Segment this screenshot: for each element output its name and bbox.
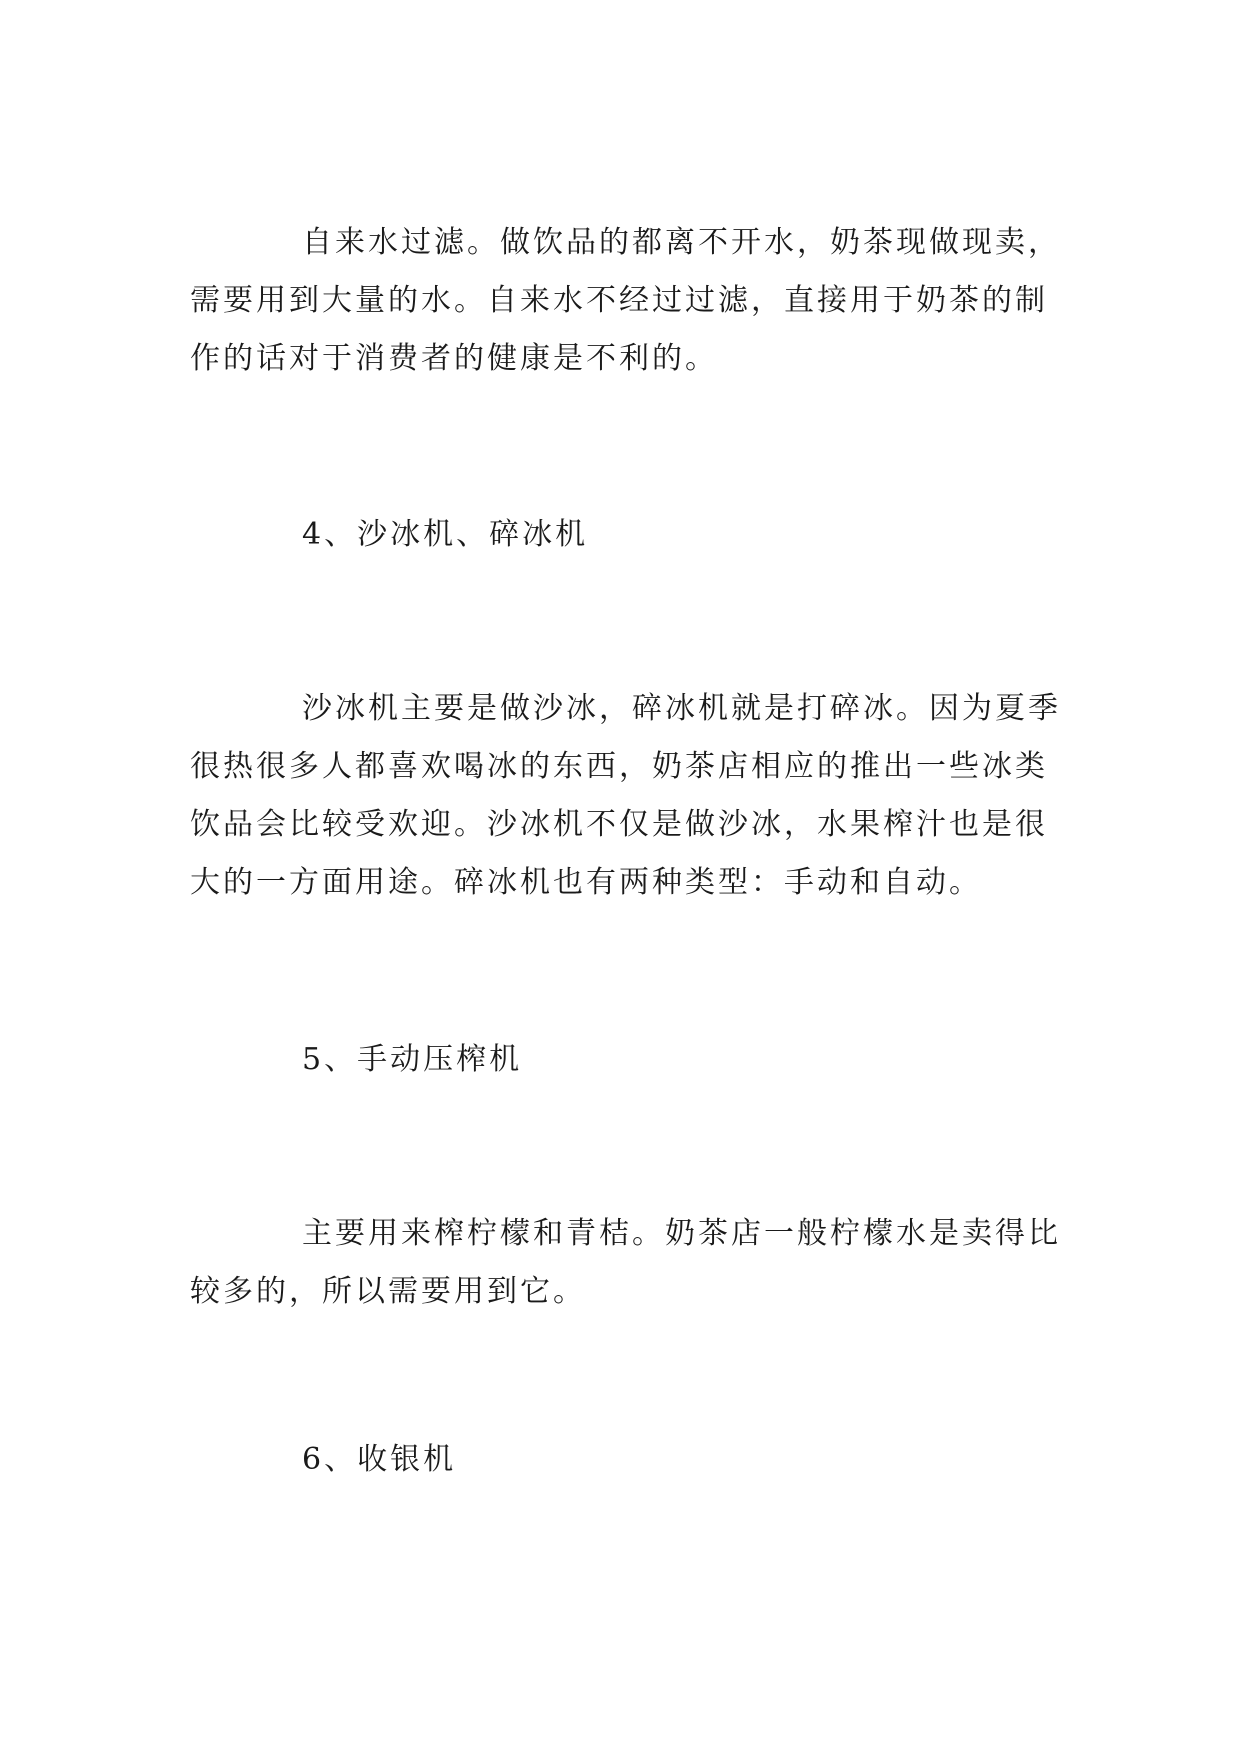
paragraph-line: 沙冰机主要是做沙冰，碎冰机就是打碎冰。因为夏季 <box>302 691 1061 726</box>
section-heading-6: 6、收银机 <box>302 1442 457 1477</box>
paragraph-line: 主要用来榨柠檬和青桔。奶茶店一般柠檬水是卖得比 <box>302 1216 1061 1251</box>
paragraph-water-filter <box>190 214 1061 388</box>
paragraph-line: 很热很多人都喜欢喝冰的东西，奶茶店相应的推出一些冰类 <box>190 749 1048 784</box>
paragraph-ice-machines <box>190 680 1061 912</box>
paragraph-line: 作的话对于消费者的健康是不利的。 <box>190 341 718 376</box>
section-heading-5: 5、手动压榨机 <box>302 1042 523 1077</box>
section-heading-4: 4、沙冰机、碎冰机 <box>302 517 589 552</box>
paragraph-line: 大的一方面用途。碎冰机也有两种类型：手动和自动。 <box>190 865 982 900</box>
paragraph-line: 自来水过滤。做饮品的都离不开水，奶茶现做现卖， <box>302 225 1061 260</box>
paragraph-line: 饮品会比较受欢迎。沙冰机不仅是做沙冰，水果榨汁也是很 <box>190 807 1048 842</box>
paragraph-manual-juicer <box>190 1205 1061 1321</box>
paragraph-line: 需要用到大量的水。自来水不经过过滤，直接用于奶茶的制 <box>190 283 1048 318</box>
paragraph-line: 较多的，所以需要用到它。 <box>190 1274 586 1309</box>
